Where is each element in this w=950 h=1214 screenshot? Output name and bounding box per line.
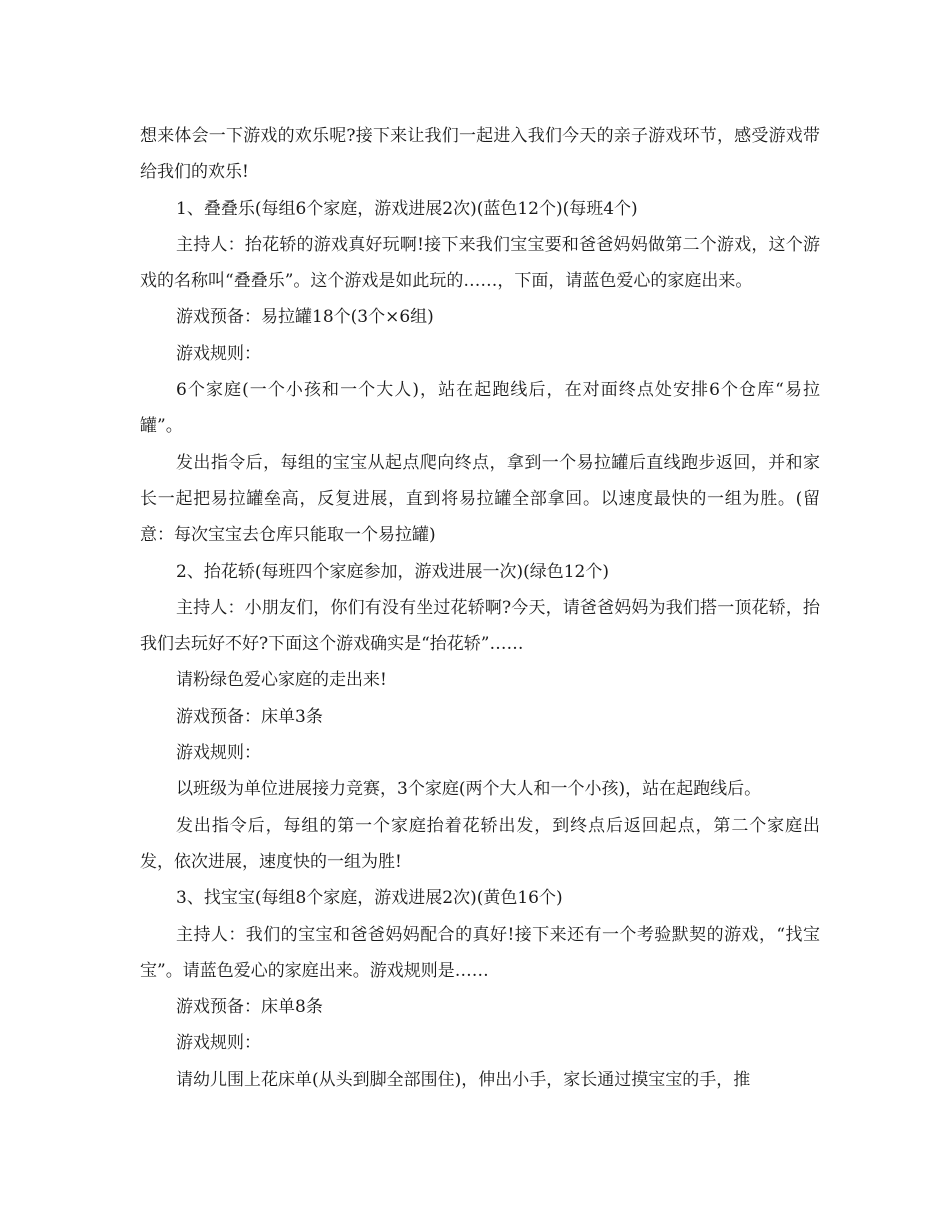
paragraph: 游戏预备：床单3条 [176,706,323,727]
paragraph: 主持人：小朋友们，你们有没有坐过花轿啊?今天，请爸爸妈妈为我们搭一顶花轿，抬我们去玩好不好?下面这个游戏确实是“抬花轿”…… [140,597,820,655]
paragraph: 主持人：我们的宝宝和爸爸妈妈配合的真好!接下来还有一个考验默契的游戏，“找宝宝”。请蓝色爱心的家庭出来。游戏规则是…… [140,924,820,981]
paragraph: 游戏规则： [176,343,261,364]
paragraph: 1、叠叠乐(每组6个家庭，游戏进展2次)(蓝色12个)(每班4个) [176,198,638,219]
paragraph: 游戏预备：易拉罐18个(3个×6组) [176,307,434,328]
paragraph: 2、抬花轿(每班四个家庭参加，游戏进展一次)(绿色12个) [176,561,609,582]
paragraph: 游戏规则： [176,743,261,764]
paragraph: 游戏规则： [176,1033,261,1054]
paragraph: 以班级为单位进展接力竞赛，3个家庭(两个大人和一个小孩)，站在起跑线后。 [176,779,762,800]
paragraph: 发出指令后，每组的宝宝从起点爬向终点，拿到一个易拉罐后直线跑步返回，并和家长一起把易拉罐垒高，反复进展，直到将易拉罐全部拿回。以速度最快的一组为胜。(留意：每次宝宝去仓库只能取一个易拉罐) [140,452,820,546]
paragraph: 游戏预备：床单8条 [176,997,323,1018]
paragraph: 3、找宝宝(每组8个家庭，游戏进展2次)(黄色16个) [176,888,563,909]
paragraph: 6个家庭(一个小孩和一个大人)，站在起跑线后，在对面终点处安排6个仓库“易拉罐”。 [140,380,820,437]
document-body [140,118,820,1098]
paragraph: 想来体会一下游戏的欢乐呢?接下来让我们一起进入我们今天的亲子游戏环节，感受游戏带给我们的欢乐! [140,126,820,183]
paragraph: 请粉绿色爱心家庭的走出来! [176,670,387,691]
paragraph: 发出指令后，每组的第一个家庭抬着花轿出发，到终点后返回起点，第二个家庭出发，依次进展，速度快的一组为胜! [140,815,820,872]
paragraph: 请幼儿围上花床单(从头到脚全部围住)，伸出小手，家长通过摸宝宝的手，推 [176,1069,751,1090]
paragraph: 主持人：抬花轿的游戏真好玩啊!接下来我们宝宝要和爸爸妈妈做第二个游戏，这个游戏的名称叫“叠叠乐”。这个游戏是如此玩的……，下面，请蓝色爱心的家庭出来。 [140,234,820,292]
